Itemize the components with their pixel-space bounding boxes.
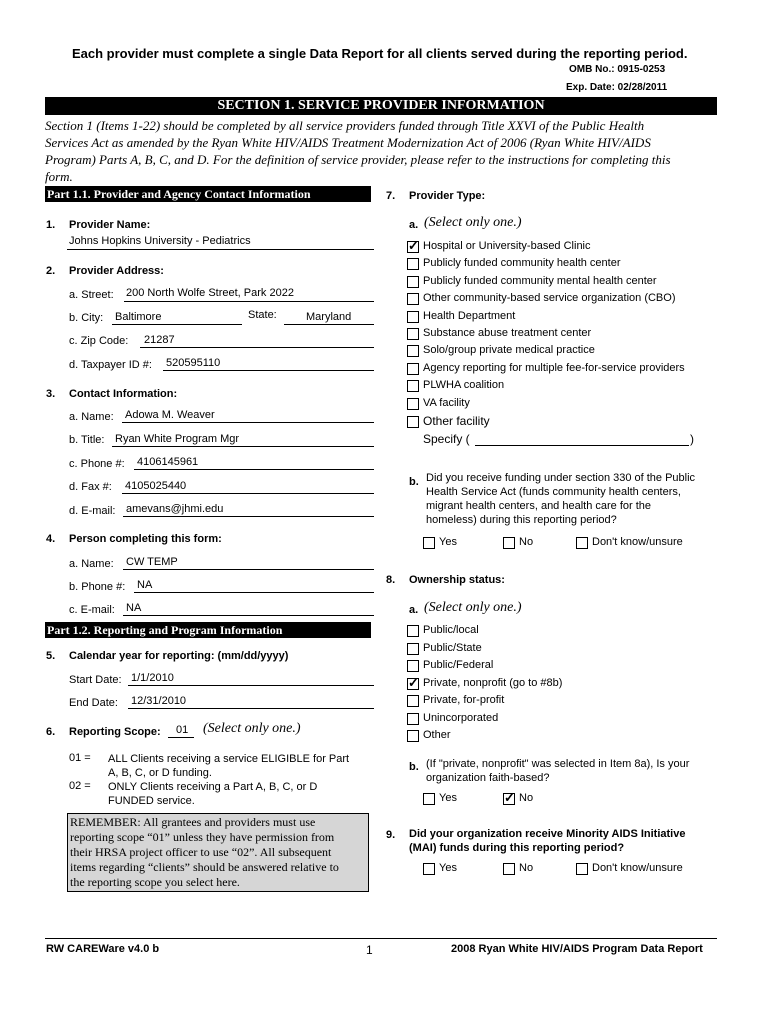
- specify-field[interactable]: [475, 445, 689, 446]
- q9-line: (MAI) funds during this reporting period?: [409, 842, 625, 854]
- provider-type-option-label: Agency reporting for multiple fee-for-service providers: [423, 361, 685, 374]
- provider-type-option-label: Solo/group private medical practice: [423, 344, 595, 357]
- scope-02-line: ONLY Clients receiving a Part A, B, C, or D: [108, 781, 318, 793]
- q9-text: [409, 827, 685, 855]
- q9-number: 9.: [386, 829, 396, 841]
- reporting-scope-underline: [168, 737, 194, 738]
- footer-report-title: 2008 Ryan White HIV/AIDS Program Data Report: [451, 943, 703, 955]
- provider-type-option-checkbox[interactable]: [407, 241, 419, 253]
- city-underline: [112, 324, 242, 325]
- street-field[interactable]: 200 North Wolfe Street, Park 2022: [126, 287, 294, 299]
- ownership-option-checkbox[interactable]: [407, 678, 419, 690]
- provider-type-option-checkbox[interactable]: [407, 258, 419, 270]
- provider-type-option-checkbox[interactable]: [407, 398, 419, 410]
- scope-01-line: A, B, C, or D funding.: [108, 767, 212, 779]
- q6-hint: (Select only one.): [203, 721, 301, 736]
- remember-line: their HRSA project officer to use “02”. All subsequent: [70, 845, 332, 859]
- specify-label: Specify (: [423, 432, 470, 446]
- q7a-hint: (Select only one.): [424, 215, 522, 230]
- completer-name-underline: [123, 569, 374, 570]
- q7b-unsure-checkbox[interactable]: [576, 537, 588, 549]
- q2-label: Provider Address:: [69, 265, 164, 277]
- zip-underline: [140, 347, 374, 348]
- scope-02-text: [108, 780, 317, 808]
- footer-rule: [45, 938, 717, 939]
- taxpayer-underline: [163, 370, 374, 371]
- reporting-scope-field[interactable]: 01: [176, 724, 189, 736]
- provider-type-option-label: Other community-based service organization (CBO): [423, 292, 676, 305]
- completer-phone-field[interactable]: NA: [137, 579, 153, 591]
- street-label: a. Street:: [69, 289, 114, 301]
- end-date-underline: [128, 708, 374, 709]
- q9-no-label: No: [519, 862, 534, 874]
- ownership-option-label: Other: [423, 729, 451, 741]
- completer-email-label: c. E-mail:: [69, 604, 115, 616]
- provider-type-option-checkbox[interactable]: [407, 276, 419, 288]
- q7b-line: Health Service Act (funds community health centers,: [426, 486, 681, 498]
- completer-name-label: a. Name:: [69, 558, 114, 570]
- provider-type-option-label: Health Department: [423, 309, 516, 322]
- q8b-no-checkbox[interactable]: [503, 793, 515, 805]
- q5-label: Calendar year for reporting: (mm/dd/yyyy): [69, 650, 289, 662]
- provider-type-option-label: Hospital or University-based Clinic: [423, 240, 591, 252]
- contact-phone-label: c. Phone #:: [69, 458, 125, 470]
- q8-label: Ownership status:: [409, 574, 505, 586]
- q3-label: Contact Information:: [69, 388, 178, 400]
- contact-name-underline: [122, 422, 374, 423]
- state-underline: [284, 324, 374, 325]
- remember-box: [67, 813, 369, 892]
- q3-number: 3.: [46, 388, 56, 400]
- provider-name-underline: [67, 249, 374, 250]
- q8a-hint: (Select only one.): [424, 600, 522, 615]
- ownership-option-label: Private, nonprofit (go to #8b): [423, 676, 563, 689]
- q8b-yes-checkbox[interactable]: [423, 793, 435, 805]
- contact-fax-label: d. Fax #:: [69, 481, 112, 493]
- provider-type-option-checkbox[interactable]: [407, 416, 419, 428]
- zip-field[interactable]: 21287: [144, 334, 175, 346]
- part-1-2-title: Part 1.2. Reporting and Program Information: [47, 623, 283, 637]
- remember-line: items regarding “clients” should be answered relative to: [70, 860, 339, 874]
- remember-line: reporting scope “01” unless they have permission from: [70, 830, 335, 844]
- q1-number: 1.: [46, 219, 56, 231]
- start-date-label: Start Date:: [69, 674, 122, 686]
- q9-yes-label: Yes: [439, 862, 457, 874]
- intro-line: Section 1 (Items 1-22) should be completed by all service providers funded through Title XXVI of the Public Health: [45, 118, 645, 133]
- section-title-bar: [45, 97, 717, 115]
- contact-fax-underline: [122, 493, 374, 494]
- completer-phone-label: b. Phone #:: [69, 581, 126, 593]
- intro-line: form.: [45, 169, 73, 184]
- provider-type-option-checkbox[interactable]: [407, 328, 419, 340]
- contact-title-field[interactable]: Ryan White Program Mgr: [115, 433, 240, 445]
- q7b-line: homeless) during this reporting period?: [426, 514, 617, 526]
- q7b-label: b.: [409, 476, 419, 488]
- provider-name-field[interactable]: Johns Hopkins University - Pediatrics: [69, 235, 251, 247]
- scope-02-code: 02 =: [69, 780, 91, 792]
- contact-fax-field[interactable]: 4105025440: [125, 480, 187, 492]
- q9-yes-checkbox[interactable]: [423, 863, 435, 875]
- ownership-option-label: Public/local: [423, 624, 479, 636]
- ownership-option-label: Public/Federal: [423, 659, 494, 671]
- contact-name-label: a. Name:: [69, 411, 114, 423]
- zip-label: c. Zip Code:: [69, 335, 129, 347]
- q6-number: 6.: [46, 726, 56, 738]
- omb-number: OMB No.: 0915-0253: [569, 64, 666, 75]
- q7a-label: a.: [409, 219, 419, 231]
- remember-text: [70, 815, 339, 890]
- q8b-text: [426, 757, 689, 785]
- ownership-option-checkbox[interactable]: [407, 643, 419, 655]
- state-field[interactable]: Maryland: [306, 311, 352, 323]
- scope-01-text: [108, 752, 349, 780]
- q7-number: 7.: [386, 190, 396, 202]
- header-notice: Each provider must complete a single Data Report for all clients served during the reporting period.: [72, 46, 688, 61]
- provider-type-option-checkbox[interactable]: [407, 293, 419, 305]
- q9-line: Did your organization receive Minority AIDS Initiative: [409, 828, 686, 840]
- contact-title-label: b. Title:: [69, 434, 105, 446]
- q8-number: 8.: [386, 574, 396, 586]
- q7b-text: [426, 471, 695, 527]
- end-date-label: End Date:: [69, 697, 118, 709]
- q8b-line: organization faith-based?: [426, 772, 550, 784]
- provider-type-option-label: PLWHA coalition: [423, 379, 505, 392]
- start-date-field[interactable]: 1/1/2010: [131, 672, 174, 684]
- ownership-option-checkbox[interactable]: [407, 713, 419, 725]
- contact-email-label: d. E-mail:: [69, 505, 116, 517]
- part-1-1-title: Part 1.1. Provider and Agency Contact Information: [47, 187, 311, 201]
- taxpayer-label: d. Taxpayer ID #:: [69, 359, 152, 371]
- provider-type-option-label: Publicly funded community mental health center: [423, 274, 657, 287]
- page-number: 1: [366, 943, 373, 957]
- q8b-label: b.: [409, 761, 419, 773]
- contact-name-field[interactable]: Adowa M. Weaver: [125, 409, 215, 421]
- q4-number: 4.: [46, 533, 56, 545]
- taxpayer-field[interactable]: 520595110: [166, 357, 221, 369]
- completer-name-field[interactable]: CW TEMP: [126, 556, 178, 568]
- q4-label: Person completing this form:: [69, 533, 222, 545]
- q7b-no-checkbox[interactable]: [503, 537, 515, 549]
- part-1-1-bar: [45, 186, 371, 202]
- section-title: SECTION 1. SERVICE PROVIDER INFORMATION: [217, 98, 545, 113]
- remember-line: REMEMBER: All grantees and providers must use: [70, 815, 316, 829]
- q1-label: Provider Name:: [69, 219, 151, 231]
- ownership-option-checkbox[interactable]: [407, 625, 419, 637]
- provider-type-option-label: Publicly funded community health center: [423, 257, 621, 270]
- q7b-yes-checkbox[interactable]: [423, 537, 435, 549]
- ownership-option-label: Private, for-profit: [423, 694, 505, 706]
- q7b-no-label: No: [519, 536, 534, 548]
- provider-type-option-checkbox[interactable]: [407, 311, 419, 323]
- q9-no-checkbox[interactable]: [503, 863, 515, 875]
- contact-phone-underline: [134, 469, 374, 470]
- expiration-date: Exp. Date: 02/28/2011: [566, 82, 668, 93]
- start-date-underline: [128, 685, 374, 686]
- ownership-option-label: Unincorporated: [423, 711, 499, 724]
- intro-line: Services Act as amended by the Ryan White HIV/AIDS Treatment Modernization Act of 2006 (Ryan White HIV/AIDS: [45, 135, 651, 150]
- city-label: b. City:: [69, 312, 104, 324]
- q8a-label: a.: [409, 604, 419, 616]
- completer-email-field[interactable]: NA: [126, 602, 142, 614]
- q7b-line: migrant health centers, and health care for the: [426, 500, 652, 512]
- contact-title-underline: [112, 446, 374, 447]
- part-1-2-bar: [45, 622, 371, 638]
- ownership-option-checkbox[interactable]: [407, 695, 419, 707]
- q8b-line: (If "private, nonprofit" was selected in Item 8a), Is your: [426, 758, 690, 770]
- q7b-yes-label: Yes: [439, 536, 457, 548]
- q9-unsure-label: Don't know/unsure: [592, 862, 683, 874]
- street-underline: [124, 301, 374, 302]
- q8b-no-label: No: [519, 792, 534, 804]
- provider-type-option-label: Substance abuse treatment center: [423, 327, 592, 339]
- q5-number: 5.: [46, 650, 56, 662]
- provider-type-option-label: Other facility: [423, 414, 490, 428]
- provider-type-option-checkbox[interactable]: [407, 363, 419, 375]
- q6-label: Reporting Scope:: [69, 726, 161, 738]
- end-date-field[interactable]: 12/31/2010: [131, 695, 187, 707]
- section-intro: [45, 117, 671, 185]
- ownership-option-label: Public/State: [423, 641, 482, 654]
- ownership-option-checkbox[interactable]: [407, 730, 419, 742]
- q9-unsure-checkbox[interactable]: [576, 863, 588, 875]
- contact-email-field[interactable]: amevans@jhmi.edu: [126, 503, 224, 515]
- intro-line: Program) Parts A, B, C, and D. For the definition of service provider, please refer to the instructions for completing this: [45, 152, 671, 167]
- footer-software: RW CAREWare v4.0 b: [46, 943, 160, 955]
- q8b-yes-label: Yes: [439, 792, 457, 804]
- ownership-option-checkbox[interactable]: [407, 660, 419, 672]
- contact-phone-field[interactable]: 4106145961: [137, 456, 199, 468]
- city-field[interactable]: Baltimore: [115, 311, 162, 323]
- specify-close: ): [690, 432, 694, 446]
- remember-line: the reporting scope you select here.: [70, 875, 240, 889]
- completer-email-underline: [123, 615, 374, 616]
- q7b-line: Did you receive funding under section 330 of the Public: [426, 472, 696, 484]
- scope-01-code: 01 =: [69, 752, 91, 764]
- scope-01-line: ALL Clients receiving a service ELIGIBLE for Part: [108, 753, 350, 765]
- provider-type-option-label: VA facility: [423, 396, 470, 409]
- q7-label: Provider Type:: [409, 190, 486, 202]
- provider-type-option-checkbox[interactable]: [407, 345, 419, 357]
- q2-number: 2.: [46, 265, 56, 277]
- q7b-unsure-label: Don't know/unsure: [592, 536, 683, 548]
- scope-02-line: FUNDED service.: [108, 795, 195, 807]
- provider-type-option-checkbox[interactable]: [407, 380, 419, 392]
- completer-phone-underline: [134, 592, 374, 593]
- contact-email-underline: [123, 516, 374, 517]
- state-label: State:: [248, 309, 277, 321]
